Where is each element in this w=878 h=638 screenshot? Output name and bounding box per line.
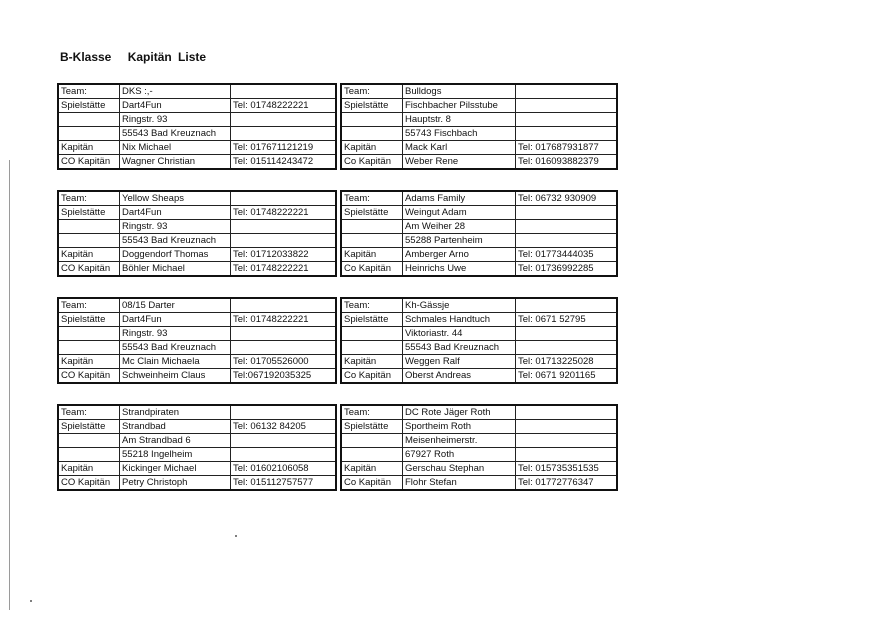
team-card <box>340 83 618 170</box>
row-value: Gerschau Stephan <box>403 462 516 476</box>
row-phone <box>516 84 618 99</box>
row-phone <box>231 448 337 462</box>
table-row <box>341 191 617 206</box>
row-phone: Tel: 0671 9201165 <box>516 369 618 384</box>
row-label: Team: <box>58 191 120 206</box>
row-value: Ringstr. 93 <box>120 220 231 234</box>
row-value: Petry Christoph <box>120 476 231 491</box>
row-value: Schweinheim Claus <box>120 369 231 384</box>
row-phone: Tel: 01602106058 <box>231 462 337 476</box>
table-row <box>341 298 617 313</box>
table-row <box>341 99 617 113</box>
row-phone <box>516 127 618 141</box>
table-row <box>341 462 617 476</box>
row-phone: Tel: 01748222221 <box>231 99 337 113</box>
row-label: CO Kapitän <box>58 369 120 384</box>
row-label: Co Kapitän <box>341 262 403 277</box>
row-value: Strandpiraten <box>120 405 231 420</box>
row-label <box>58 220 120 234</box>
table-row <box>58 155 336 170</box>
table-row <box>58 327 336 341</box>
row-phone: Tel: 015114243472 <box>231 155 337 170</box>
table-row <box>341 206 617 220</box>
row-value: Wagner Christian <box>120 155 231 170</box>
row-value: 08/15 Darter <box>120 298 231 313</box>
row-phone: Tel: 015112757577 <box>231 476 337 491</box>
row-phone: Tel: 01713225028 <box>516 355 618 369</box>
team-card <box>57 83 337 170</box>
row-phone <box>231 113 337 127</box>
row-label: Kapitän <box>58 141 120 155</box>
row-label: Kapitän <box>341 141 403 155</box>
row-phone <box>231 327 337 341</box>
row-value: Dart4Fun <box>120 206 231 220</box>
row-label <box>58 234 120 248</box>
row-label: Spielstätte <box>341 313 403 327</box>
table-row <box>58 434 336 448</box>
row-value: Dart4Fun <box>120 313 231 327</box>
scan-edge-line <box>9 160 10 610</box>
table-row <box>58 369 336 384</box>
row-label <box>341 113 403 127</box>
row-label: Team: <box>58 405 120 420</box>
table-row <box>341 355 617 369</box>
row-phone: Tel: 015735351535 <box>516 462 618 476</box>
row-value: DKS :,- <box>120 84 231 99</box>
row-label: Spielstätte <box>58 313 120 327</box>
row-label: Kapitän <box>58 248 120 262</box>
row-phone <box>516 234 618 248</box>
row-phone <box>516 420 618 434</box>
row-value: Am Strandbad 6 <box>120 434 231 448</box>
page-title-list: Kapitän Liste <box>127 50 207 64</box>
row-value: Viktoriastr. 44 <box>403 327 516 341</box>
row-phone: Tel: 06132 84205 <box>231 420 337 434</box>
row-value: Weggen Ralf <box>403 355 516 369</box>
row-label: Spielstätte <box>58 206 120 220</box>
row-phone: Tel: 0671 52795 <box>516 313 618 327</box>
table-row <box>341 234 617 248</box>
row-value: Bulldogs <box>403 84 516 99</box>
row-value: Amberger Arno <box>403 248 516 262</box>
row-label: Co Kapitän <box>341 476 403 491</box>
table-row <box>341 141 617 155</box>
row-label <box>58 434 120 448</box>
table-row <box>58 355 336 369</box>
row-value: Hauptstr. 8 <box>403 113 516 127</box>
table-row <box>58 84 336 99</box>
row-phone <box>231 84 337 99</box>
row-label: Spielstätte <box>58 420 120 434</box>
row-value: Kickinger Michael <box>120 462 231 476</box>
row-phone <box>516 99 618 113</box>
row-value: Mc Clain Michaela <box>120 355 231 369</box>
row-value: 67927 Roth <box>403 448 516 462</box>
row-phone <box>231 127 337 141</box>
team-card <box>340 190 618 277</box>
row-value: Yellow Sheaps <box>120 191 231 206</box>
row-value: Oberst Andreas <box>403 369 516 384</box>
row-phone <box>516 220 618 234</box>
page-title <box>60 50 206 64</box>
table-row <box>58 262 336 277</box>
table-row <box>341 327 617 341</box>
row-label: Team: <box>58 298 120 313</box>
row-label: Spielstätte <box>341 206 403 220</box>
table-row <box>341 155 617 170</box>
row-value: Ringstr. 93 <box>120 327 231 341</box>
row-value: Weingut Adam <box>403 206 516 220</box>
page-title-class: B-Klasse <box>60 50 112 64</box>
table-row <box>341 313 617 327</box>
table-row <box>58 448 336 462</box>
row-label: Co Kapitän <box>341 369 403 384</box>
table-row <box>58 191 336 206</box>
team-card <box>57 190 337 277</box>
table-row <box>341 448 617 462</box>
row-label <box>341 434 403 448</box>
row-value: Schmales Handtuch <box>403 313 516 327</box>
table-row <box>58 462 336 476</box>
row-value: 55218 Ingelheim <box>120 448 231 462</box>
table-row <box>58 420 336 434</box>
table-row <box>58 234 336 248</box>
row-phone <box>516 405 618 420</box>
row-label <box>341 234 403 248</box>
row-label: CO Kapitän <box>58 476 120 491</box>
row-value: Weber Rene <box>403 155 516 170</box>
row-phone: Tel: 01712033822 <box>231 248 337 262</box>
row-label <box>58 448 120 462</box>
row-label <box>58 113 120 127</box>
row-label <box>341 327 403 341</box>
table-row <box>341 420 617 434</box>
row-label: Spielstätte <box>341 420 403 434</box>
row-label <box>58 127 120 141</box>
row-value: 55543 Bad Kreuznach <box>120 341 231 355</box>
row-value: 55543 Bad Kreuznach <box>120 127 231 141</box>
team-card <box>57 404 337 491</box>
row-phone: Tel: 01748222221 <box>231 262 337 277</box>
row-phone <box>516 298 618 313</box>
row-label: Kapitän <box>341 248 403 262</box>
row-phone <box>516 327 618 341</box>
table-row <box>341 405 617 420</box>
row-phone <box>516 113 618 127</box>
row-value: 55543 Bad Kreuznach <box>403 341 516 355</box>
row-label: Kapitän <box>58 355 120 369</box>
table-row <box>58 248 336 262</box>
team-card <box>340 297 618 384</box>
row-label: CO Kapitän <box>58 155 120 170</box>
table-row <box>341 248 617 262</box>
row-value: Sportheim Roth <box>403 420 516 434</box>
row-phone <box>231 434 337 448</box>
row-phone <box>231 191 337 206</box>
row-phone: Tel: 017671121219 <box>231 141 337 155</box>
row-phone <box>231 220 337 234</box>
table-row <box>58 113 336 127</box>
row-phone <box>231 405 337 420</box>
row-phone <box>516 341 618 355</box>
table-row <box>341 369 617 384</box>
row-phone: Tel: 01736992285 <box>516 262 618 277</box>
row-label: Spielstätte <box>58 99 120 113</box>
row-label: Spielstätte <box>341 99 403 113</box>
row-value: Nix Michael <box>120 141 231 155</box>
row-value: 55743 Fischbach <box>403 127 516 141</box>
scan-speck <box>235 535 237 537</box>
row-value: Ringstr. 93 <box>120 113 231 127</box>
row-value: Meisenheimerstr. <box>403 434 516 448</box>
row-value: Flohr Stefan <box>403 476 516 491</box>
row-phone <box>516 206 618 220</box>
row-label <box>341 341 403 355</box>
row-phone: Tel: 01773444035 <box>516 248 618 262</box>
row-value: 55543 Bad Kreuznach <box>120 234 231 248</box>
table-row <box>58 141 336 155</box>
row-value: Dart4Fun <box>120 99 231 113</box>
row-phone: Tel: 01748222221 <box>231 313 337 327</box>
table-row <box>341 476 617 491</box>
table-row <box>58 341 336 355</box>
row-label <box>341 220 403 234</box>
table-row <box>58 99 336 113</box>
row-phone: Tel: 01748222221 <box>231 206 337 220</box>
row-label: Team: <box>341 405 403 420</box>
row-value: Kh-Gässje <box>403 298 516 313</box>
row-label: Kapitän <box>58 462 120 476</box>
row-value: Heinrichs Uwe <box>403 262 516 277</box>
row-value: 55288 Partenheim <box>403 234 516 248</box>
row-label: CO Kapitän <box>58 262 120 277</box>
table-row <box>341 127 617 141</box>
row-label: Team: <box>341 191 403 206</box>
table-row <box>58 476 336 491</box>
row-label <box>341 448 403 462</box>
table-row <box>58 405 336 420</box>
row-phone: Tel: 06732 930909 <box>516 191 618 206</box>
row-phone <box>516 434 618 448</box>
row-value: Am Weiher 28 <box>403 220 516 234</box>
row-value: Doggendorf Thomas <box>120 248 231 262</box>
table-row <box>341 262 617 277</box>
row-label <box>58 327 120 341</box>
row-phone: Tel: 01772776347 <box>516 476 618 491</box>
row-phone <box>231 234 337 248</box>
row-value: Böhler Michael <box>120 262 231 277</box>
row-phone: Tel: 016093882379 <box>516 155 618 170</box>
row-phone: Tel: 017687931877 <box>516 141 618 155</box>
row-value: Strandbad <box>120 420 231 434</box>
row-label: Team: <box>341 84 403 99</box>
row-value: Mack Karl <box>403 141 516 155</box>
row-phone: Tel: 01705526000 <box>231 355 337 369</box>
row-label: Kapitän <box>341 462 403 476</box>
row-label: Team: <box>58 84 120 99</box>
table-row <box>341 434 617 448</box>
row-label: Kapitän <box>341 355 403 369</box>
table-row <box>58 220 336 234</box>
row-label: Team: <box>341 298 403 313</box>
table-row <box>341 113 617 127</box>
table-row <box>341 220 617 234</box>
row-label: Co Kapitän <box>341 155 403 170</box>
table-row <box>341 341 617 355</box>
row-phone <box>231 341 337 355</box>
row-value: Fischbacher Pilsstube <box>403 99 516 113</box>
scan-speck <box>30 600 32 602</box>
table-row <box>341 84 617 99</box>
row-value: Adams Family <box>403 191 516 206</box>
team-card <box>340 404 618 491</box>
row-phone: Tel:067192035325 <box>231 369 337 384</box>
row-label <box>58 341 120 355</box>
row-phone <box>231 298 337 313</box>
row-label <box>341 127 403 141</box>
table-row <box>58 313 336 327</box>
table-row <box>58 206 336 220</box>
row-phone <box>516 448 618 462</box>
table-row <box>58 298 336 313</box>
team-card <box>57 297 337 384</box>
row-value: DC Rote Jäger Roth <box>403 405 516 420</box>
table-row <box>58 127 336 141</box>
